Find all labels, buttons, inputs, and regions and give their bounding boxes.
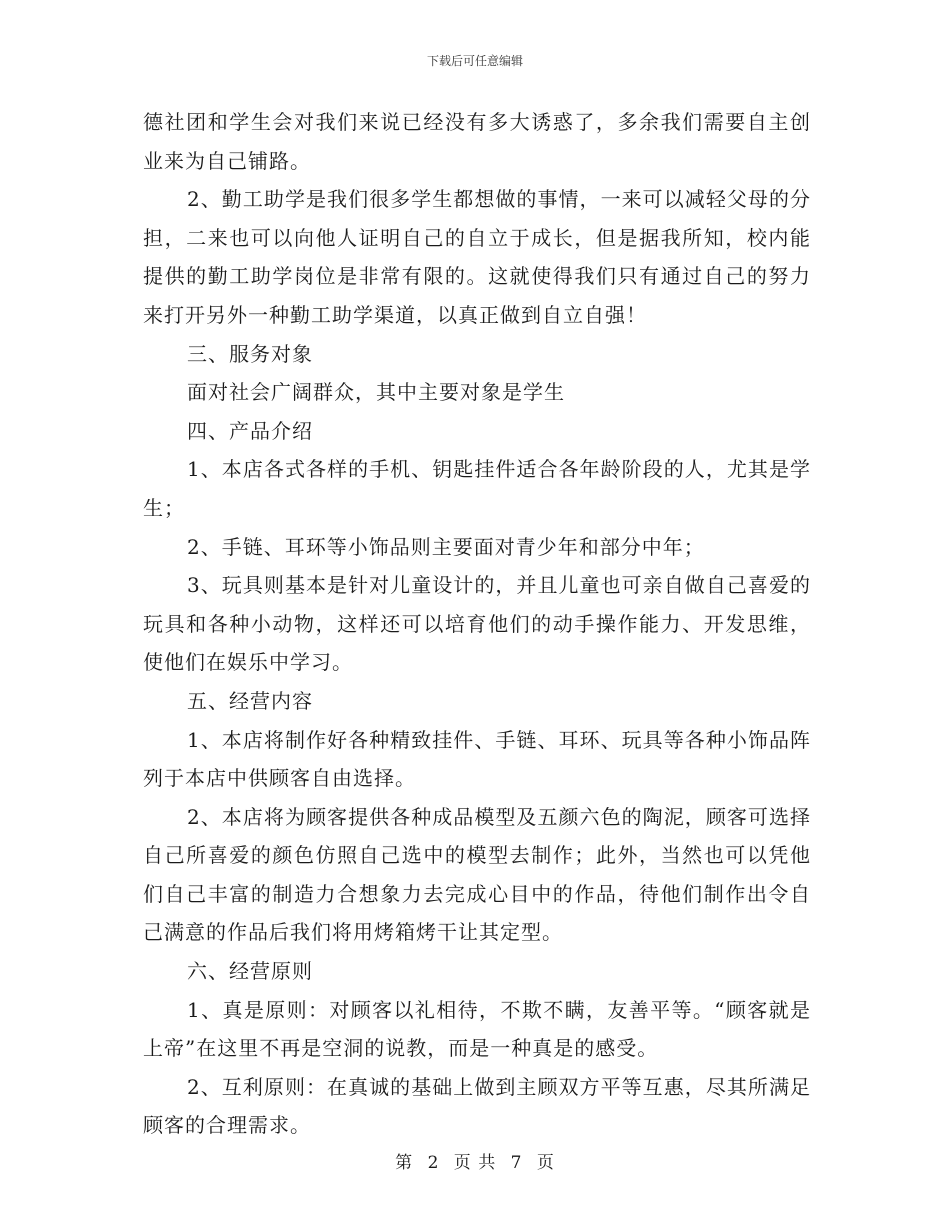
footer-middle: 页 共 (453, 1153, 497, 1173)
paragraph: 德社团和学生会对我们来说已经没有多大诱惑了，多余我们需要自主创业来为自己铺路。 (143, 110, 811, 173)
paragraph: 1、真是原则：对顾客以礼相待，不欺不瞒，友善平等。“顾客就是上帝”在这里不再是空洞的说教，而是一种真是的感受。 (143, 997, 811, 1061)
page-footer (0, 1152, 950, 1174)
paragraph: 2、手链、耳环等小饰品则主要面对青少年和部分中年； (187, 534, 705, 559)
paragraph: 面对社会广阔群众，其中主要对象是学生 (187, 380, 565, 405)
current-page-number: 2 (427, 1153, 440, 1173)
paragraph: 1、本店各式各样的手机、钥匙挂件适合各年龄阶段的人，尤其是学生； (143, 457, 811, 520)
section-heading: 三、服务对象 (187, 341, 313, 366)
footer-prefix: 第 (395, 1153, 414, 1173)
document-body (143, 103, 811, 1145)
paragraph: 3、玩具则基本是针对儿童设计的，并且儿童也可亲自做自己喜爱的玩具和各种小动物，这样还可以培育他们的动手操作能力、开发思维，使他们在娱乐中学习。 (143, 573, 811, 675)
paragraph: 2、本店将为顾客提供各种成品模型及五颜六色的陶泥，顾客可选择自己所喜爱的颜色仿照自己选中的模型去制作；此外，当然也可以凭他们自己丰富的制造力合想象力去完成心目中的作品，待他们制作出令自己满意的作品后我们将用烤箱烤干让其定型。 (143, 804, 811, 945)
page-header: 下载后可任意编辑 (426, 54, 523, 68)
section-heading: 六、经营原则 (187, 959, 313, 984)
section-heading: 五、经营内容 (187, 688, 313, 713)
paragraph: 2、互利原则：在真诚的基础上做到主顾双方平等互惠，尽其所满足顾客的合理需求。 (143, 1074, 811, 1138)
total-page-count: 7 (510, 1153, 523, 1173)
paragraph: 2、勤工助学是我们很多学生都想做的事情，一来可以减轻父母的分担，二来也可以向他人证明自己的自立于成长，但是据我所知，校内能提供的勤工助学岗位是非常有限的。这就使得我们只有通过自己的努力来打开另外一种勤工助学渠道，以真正做到自立自强！ (143, 187, 811, 327)
paragraph: 1、本店将制作好各种精致挂件、手链、耳环、玩具等各种小饰品阵列于本店中供顾客自由选择。 (143, 727, 811, 791)
section-heading: 四、产品介绍 (187, 418, 313, 443)
footer-suffix: 页 (536, 1153, 555, 1173)
